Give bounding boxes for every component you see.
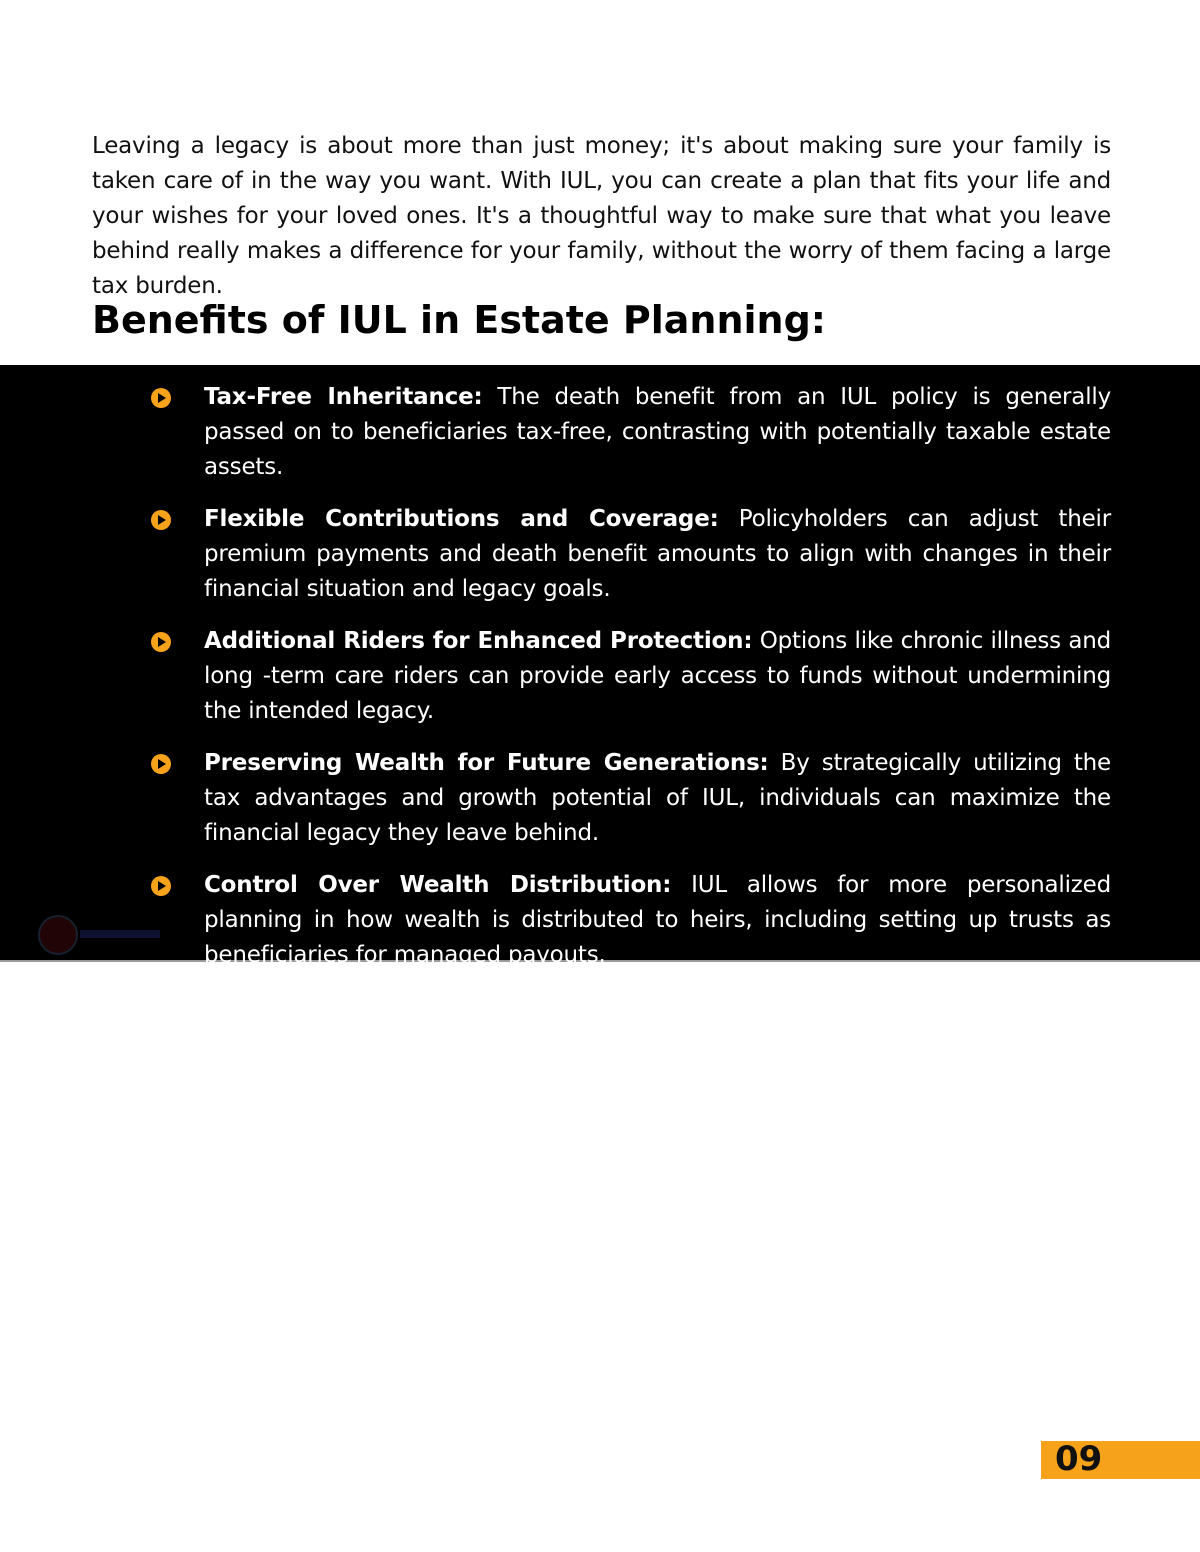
- watermark-logo-text: [80, 930, 160, 938]
- page-number-badge: [1041, 1441, 1200, 1479]
- benefit-item: [0, 624, 1200, 729]
- benefit-text: IUL allows for more personalized planning in how wealth is distributed to heirs, including setting up trusts as beneficiaries for managed payouts.: [204, 872, 1111, 968]
- benefits-panel: [0, 365, 1200, 968]
- play-bullet-icon: [151, 876, 171, 896]
- section-heading: Benefits of IUL in Estate Planning:: [92, 298, 827, 342]
- play-bullet-icon: [151, 754, 171, 774]
- play-bullet-icon: [151, 510, 171, 530]
- benefit-item: [0, 868, 1200, 973]
- benefit-text: Policyholders can adjust their premium payments and death benefit amounts to align with changes in their financial situation and legacy goals.: [204, 506, 1111, 602]
- benefit-item: [0, 502, 1200, 607]
- benefit-title: Tax-Free Inheritance:: [204, 384, 483, 410]
- benefit-item: [0, 746, 1200, 851]
- play-bullet-icon: [151, 388, 171, 408]
- benefit-text: Options like chronic illness and long -term care riders can provide early access to funds without undermining the intended legacy.: [204, 628, 1112, 724]
- benefit-title: Control Over Wealth Distribution:: [204, 872, 672, 898]
- benefit-title: Additional Riders for Enhanced Protection:: [204, 628, 753, 654]
- play-bullet-icon: [151, 632, 171, 652]
- benefit-title: Preserving Wealth for Future Generations:: [204, 750, 769, 776]
- benefit-title: Flexible Contributions and Coverage:: [204, 506, 719, 532]
- intro-paragraph: Leaving a legacy is about more than just money; it's about making sure your family is taken care of in the way you want. With IUL, you can create a plan that fits your life and your wishes for your loved ones. It's a thoughtful way to make sure that what you leave behind really makes a difference for your family, without the worry of them facing a large tax burden.: [92, 133, 1111, 299]
- watermark-logo-icon: [38, 915, 78, 955]
- benefit-text: The death benefit from an IUL policy is generally passed on to beneficiaries tax-free, contrasting with potentially taxable estate assets.: [204, 384, 1111, 480]
- page-number: 09: [1055, 1439, 1103, 1479]
- benefits-list: [0, 380, 1200, 990]
- benefit-text: By strategically utilizing the tax advantages and growth potential of IUL, individuals can maximize the financial legacy they leave behind.: [204, 750, 1111, 846]
- benefit-item: [0, 380, 1200, 485]
